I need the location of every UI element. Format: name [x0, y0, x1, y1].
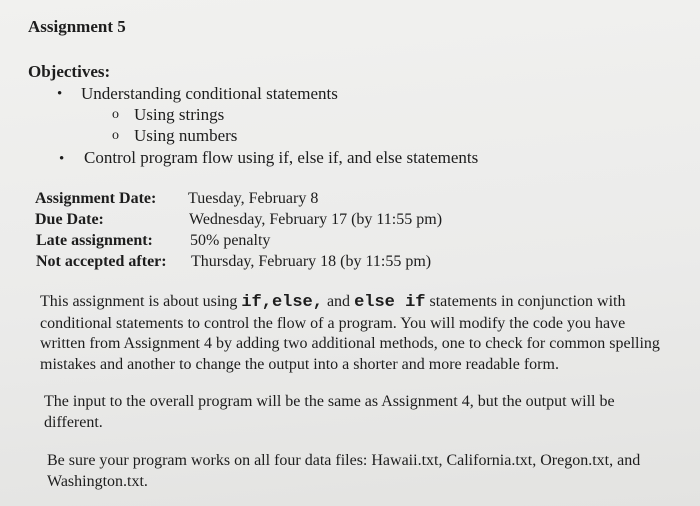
objective-item-2: Control program flow using if, else if, and else statements [84, 148, 479, 167]
sub-bullet-icon: o [112, 107, 119, 122]
paragraph-line: Be sure your program works on all four data files: Hawaii.txt, California.txt, Oregon.txt, and [47, 452, 641, 469]
paragraph-intro [40, 292, 660, 375]
date-label-due: Due Date: [35, 211, 104, 228]
paragraph-intro-line: mistakes and another to change the output into a shorter and more readable form. [40, 355, 559, 373]
paragraph-intro-line [40, 292, 660, 314]
date-value-due: Wednesday, February 17 (by 11:55 pm) [189, 211, 443, 228]
keyword-else-if: else if [354, 293, 426, 312]
paragraph-input-output [44, 392, 615, 433]
bullet-icon: • [59, 151, 65, 167]
paragraph-line: different. [44, 413, 103, 431]
paragraph-line: Washington.txt. [47, 472, 148, 490]
text-run: This assignment is about using [40, 293, 242, 310]
sub-bullet-icon: o [112, 128, 119, 143]
assignment-title: Assignment 5 [28, 17, 126, 36]
bullet-icon: • [57, 86, 63, 102]
date-value-late: 50% penalty [190, 232, 271, 249]
text-run: statements in conjunction with [425, 293, 626, 310]
keyword-if: if, [241, 293, 272, 312]
text-run: and [322, 293, 355, 310]
paragraph-intro-line: conditional statements to control the flow of a program. You will modify the code you have [40, 314, 626, 332]
keyword-else: else, [271, 293, 323, 312]
date-label-assignment: Assignment Date: [35, 190, 157, 207]
paragraph-data-files [47, 451, 640, 492]
sub-item-strings: Using strings [134, 105, 225, 124]
objectives-heading: Objectives: [28, 62, 111, 81]
date-value-assignment: Tuesday, February 8 [188, 190, 319, 207]
date-value-not-accepted: Thursday, February 18 (by 11:55 pm) [191, 253, 432, 270]
date-label-not-accepted: Not accepted after: [36, 253, 167, 270]
paragraph-intro-line: written from Assignment 4 by adding two additional methods, one to check for common spelling [40, 335, 660, 352]
objective-item-1: Understanding conditional statements [81, 84, 338, 103]
date-label-late: Late assignment: [36, 232, 153, 249]
paragraph-line: The input to the overall program will be the same as Assignment 4, but the output will be [44, 393, 615, 410]
sub-item-numbers: Using numbers [134, 126, 238, 145]
